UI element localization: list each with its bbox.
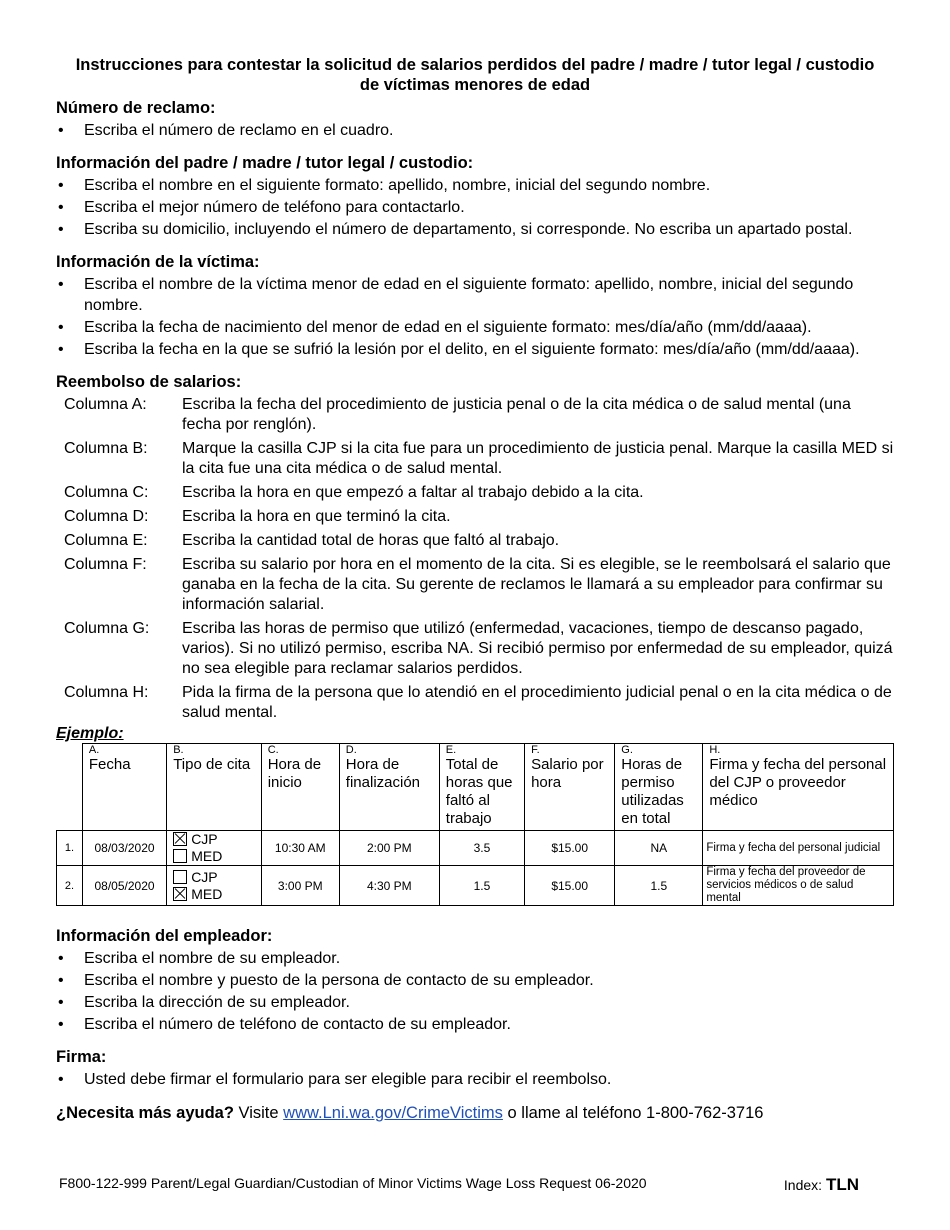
column-text: Escriba su salario por hora en el momento de la cita. Si es elegible, se le reembolsará el salario que ganaba en la fecha de la cita. Su gerente de reclamos le llamará a su empleador para confirmar su información salarial. xyxy=(182,556,891,613)
med-label: MED xyxy=(191,848,223,864)
example-label: Ejemplo: xyxy=(56,725,124,742)
section-heading: Información de la víctima: xyxy=(56,253,260,271)
list-item: • Escriba el nombre de su empleador. xyxy=(56,948,894,969)
cell-date: 08/03/2020 xyxy=(82,831,166,866)
column-header xyxy=(339,744,439,831)
list-item: • Escriba el número de reclamo en el cuadro. xyxy=(56,120,894,141)
column-title: Hora de finalización xyxy=(345,756,421,791)
table-header-row xyxy=(57,744,894,831)
section-claim xyxy=(56,98,894,141)
cell-start-time: 10:30 AM xyxy=(261,831,339,866)
section-signature xyxy=(56,1047,894,1090)
med-label: MED xyxy=(191,885,223,902)
column-letter: E. xyxy=(445,744,457,756)
med-checkbox[interactable] xyxy=(173,849,187,863)
list-item: • Escriba la fecha en la que se sufrió la lesión por el delito, en el siguiente formato: mes/día/año (mm/dd/aaaa). xyxy=(56,339,894,360)
page-title: Instrucciones para contestar la solicitud de salarios perdidos del padre / madre / tutor legal / custodio de víctimas menores de edad xyxy=(75,56,875,94)
bullet-list xyxy=(56,1069,894,1090)
section-victim xyxy=(56,252,894,360)
column-label: Columna A: xyxy=(64,396,147,413)
column-title: Hora de inicio xyxy=(267,756,322,791)
document-page xyxy=(56,55,894,1123)
help-line xyxy=(56,1104,894,1123)
form-number: F800-122-999 Parent/Legal Guardian/Custodian of Minor Victims Wage Loss Request 06-2020 xyxy=(59,1175,647,1191)
column-instruction xyxy=(56,619,894,679)
column-label: Columna B: xyxy=(64,440,148,457)
row-number: 1. xyxy=(57,831,83,866)
column-title: Horas de permiso utilizadas en total xyxy=(621,756,684,827)
bullet-list xyxy=(56,120,894,141)
section-parent xyxy=(56,153,894,240)
column-letter: G. xyxy=(621,744,633,756)
column-label: Columna F: xyxy=(64,556,147,573)
column-header xyxy=(615,744,703,831)
column-instruction xyxy=(56,483,894,503)
column-title: Firma y fecha del personal del CJP o proveedor médico xyxy=(709,756,887,809)
column-title: Total de horas que faltó al trabajo xyxy=(445,756,513,827)
cell-appointment-type xyxy=(167,831,262,866)
column-text: Pida la firma de la persona que lo atendió en el procedimiento judicial penal o en la cita médica o de salud mental. xyxy=(182,684,892,721)
cell-end-time: 4:30 PM xyxy=(339,866,439,906)
row-number: 2. xyxy=(57,866,83,906)
column-instruction xyxy=(56,395,894,435)
column-text: Escriba las horas de permiso que utilizó (enfermedad, vacaciones, tiempo de descanso pagado, varios). Si no utilizó permiso, escriba NA. Si recibió permiso por enfermedad de su empleador, quizá no sea elegible para reclamar salarios perdidos. xyxy=(182,620,893,677)
cjp-checkbox[interactable] xyxy=(173,832,187,846)
cell-appointment-type xyxy=(167,866,262,906)
column-label: Columna E: xyxy=(64,532,148,549)
section-heading: Reembolso de salarios: xyxy=(56,373,242,391)
list-item: • Escriba la dirección de su empleador. xyxy=(56,992,894,1013)
cell-leave-hours: NA xyxy=(615,831,703,866)
column-label: Columna H: xyxy=(64,684,149,701)
list-item: • Escriba la fecha de nacimiento del menor de edad en el siguiente formato: mes/día/año (mm/dd/aaaa). xyxy=(56,317,894,338)
column-title: Tipo de cita xyxy=(173,756,251,773)
column-text: Escriba la hora en que empezó a faltar al trabajo debido a la cita. xyxy=(182,484,644,501)
bullet-list xyxy=(56,175,894,240)
cell-signature: Firma y fecha del personal judicial xyxy=(703,831,894,866)
med-checkbox[interactable] xyxy=(173,887,187,901)
column-header xyxy=(439,744,524,831)
cell-end-time: 2:00 PM xyxy=(339,831,439,866)
column-letter: D. xyxy=(345,744,357,756)
list-item: • Usted debe firmar el formulario para ser elegible para recibir el reembolso. xyxy=(56,1069,894,1090)
crime-victims-link[interactable]: www.Lni.wa.gov/CrimeVictims xyxy=(283,1104,503,1122)
list-item: • Escriba su domicilio, incluyendo el número de departamento, si corresponde. No escriba un apartado postal. xyxy=(56,219,894,240)
column-label: Columna G: xyxy=(64,620,150,637)
example-table xyxy=(56,743,894,906)
cell-signature: Firma y fecha del proveedor de servicios médicos o de salud mental xyxy=(703,866,894,906)
list-item: • Escriba el nombre en el siguiente formato: apellido, nombre, inicial del segundo nombre. xyxy=(56,175,894,196)
list-item: • Escriba el mejor número de teléfono para contactarlo. xyxy=(56,197,894,218)
column-letter: F. xyxy=(531,744,540,756)
table-row xyxy=(57,831,894,866)
column-title: Salario por hora xyxy=(531,756,604,791)
section-heading: Firma: xyxy=(56,1048,107,1066)
column-letter: C. xyxy=(267,744,279,756)
footer xyxy=(59,1175,859,1195)
column-text: Marque la casilla CJP si la cita fue para un procedimiento de justicia penal. Marque la casilla MED si la cita fue una cita médica o de salud mental. xyxy=(182,440,894,477)
list-item: • Escriba el número de teléfono de contacto de su empleador. xyxy=(56,1014,894,1035)
cjp-label: CJP xyxy=(191,831,218,847)
column-header xyxy=(703,744,894,831)
column-instruction xyxy=(56,531,894,551)
column-instruction xyxy=(56,683,894,723)
cell-total-hours: 1.5 xyxy=(439,866,524,906)
column-instructions xyxy=(56,395,894,723)
section-heading: Información del empleador: xyxy=(56,927,273,945)
bullet-list xyxy=(56,948,894,1035)
list-item: • Escriba el nombre y puesto de la persona de contacto de su empleador. xyxy=(56,970,894,991)
column-title: Fecha xyxy=(88,756,131,773)
column-header xyxy=(525,744,615,831)
help-visit: Visite xyxy=(238,1104,279,1122)
cell-hourly-wage: $15.00 xyxy=(525,831,615,866)
cjp-checkbox[interactable] xyxy=(173,870,187,884)
help-question: ¿Necesita más ayuda? xyxy=(56,1104,234,1122)
section-heading: Información del padre / madre / tutor legal / custodio: xyxy=(56,154,474,172)
column-letter: B. xyxy=(173,744,184,756)
column-text: Escriba la cantidad total de horas que faltó al trabajo. xyxy=(182,532,560,549)
help-phone: o llame al teléfono 1-800-762-3716 xyxy=(507,1104,764,1122)
cell-leave-hours: 1.5 xyxy=(615,866,703,906)
column-text: Escriba la hora en que terminó la cita. xyxy=(182,508,451,525)
cell-hourly-wage: $15.00 xyxy=(525,866,615,906)
bullet-list xyxy=(56,274,894,360)
column-instruction xyxy=(56,555,894,615)
form-index: Index: TLN xyxy=(783,1175,859,1194)
column-label: Columna C: xyxy=(64,484,149,501)
section-wages xyxy=(56,372,894,723)
column-text: Escriba la fecha del procedimiento de justicia penal o de la cita médica o de salud mental (una fecha por renglón). xyxy=(182,396,851,433)
cell-total-hours: 3.5 xyxy=(439,831,524,866)
list-item: • Escriba el nombre de la víctima menor de edad en el siguiente formato: apellido, nombre, inicial del segundo nombre. xyxy=(56,274,894,316)
column-header xyxy=(82,744,166,831)
column-header xyxy=(167,744,262,831)
cell-start-time: 3:00 PM xyxy=(261,866,339,906)
column-instruction xyxy=(56,507,894,527)
cjp-label: CJP xyxy=(191,868,218,885)
column-header xyxy=(261,744,339,831)
column-letter: A. xyxy=(88,744,100,756)
cell-date: 08/05/2020 xyxy=(82,866,166,906)
table-row xyxy=(57,866,894,906)
row-number-header xyxy=(57,744,83,831)
column-instruction xyxy=(56,439,894,479)
column-label: Columna D: xyxy=(64,508,149,525)
section-heading: Número de reclamo: xyxy=(56,99,216,117)
section-employer xyxy=(56,926,894,1035)
column-letter: H. xyxy=(709,744,721,756)
